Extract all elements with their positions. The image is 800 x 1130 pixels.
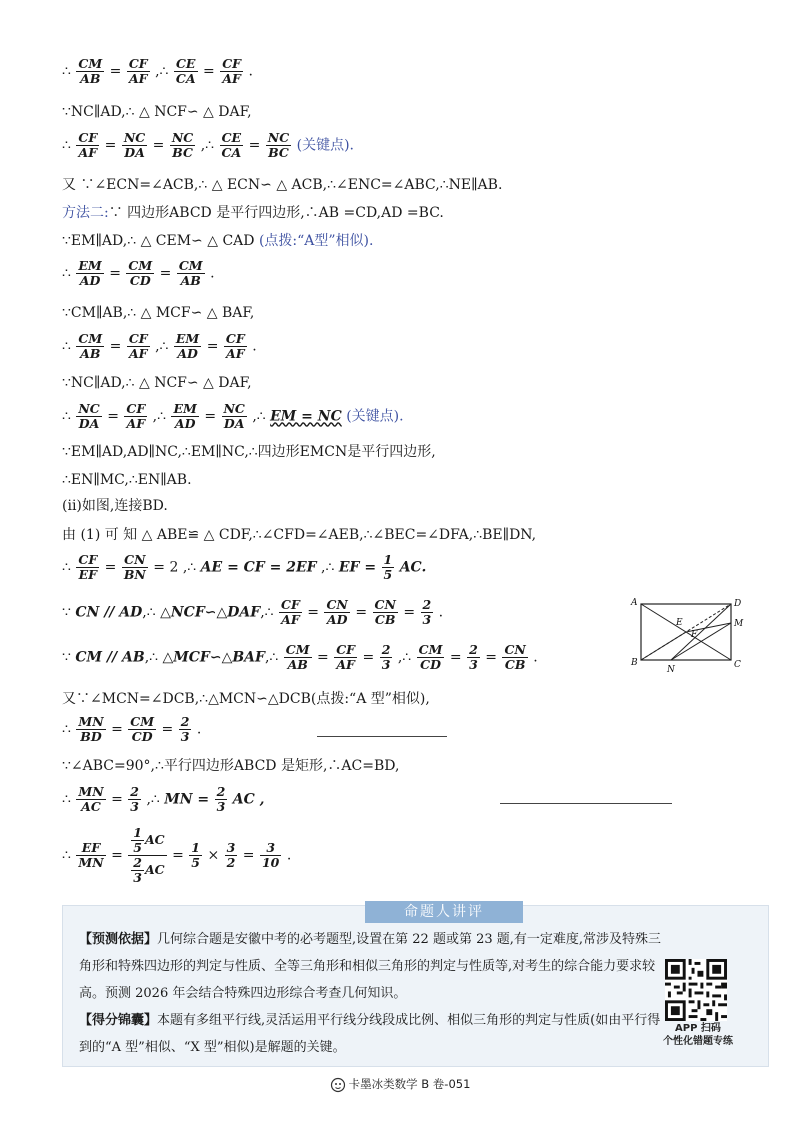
label-b: B [631, 658, 638, 668]
mascot-logo-icon [330, 1077, 346, 1093]
fraction: $\frac{CN}{AD}$ [326, 597, 348, 627]
fraction: $\frac{CF}{EF}$ [78, 552, 98, 582]
hint-note: (点拨:“A型”相似). [258, 233, 374, 249]
proof-line-23: ∴ $\frac{EF}{MN}$ = $\frac{1}{5}$ AC $\frac{2}{3}$ AC = $\frac{1}{5}$ × $\frac{3}{2}$ = $\frac{3}{10}$ . [62, 825, 292, 885]
proof-line-10: ∵NC∥AD,∴ △ NCF∽ △ DAF, [62, 375, 252, 391]
scoring-tips-paragraph: 【得分锦囊】本题有多组平行线,灵活运用平行线分线段成比例、相似三角形的判定与性质(如由平行得到的“A 型”相似、“X 型”相似)是解题的关键。 [79, 1013, 661, 1055]
proof-line-18: ∵ CM // AB,∴ △MCF∽△BAF,∴ $\frac{CM}{AB}$ = $\frac{CF}{AF}$ = $\frac{2}{3}$ ,∴ $\frac{CM}{CD}$ = $\frac{2}{3}$ = $\frac{CN}{CB}$ . [62, 642, 538, 672]
proof-line-1: ∴ $\frac{CM}{AB}$ = $\frac{CF}{AF}$ ,∴ $\frac{CE}{CA}$ = $\frac{CF}{AF}$ . [62, 56, 253, 86]
proof-line-8: ∵CM∥AB,∴ △ MCF∽ △ BAF, [62, 305, 255, 321]
proof-line-15: 由 (1) 可 知 △ ABE≌ △ CDF,∴∠CFD=∠AEB,∴∠BEC=∠DFA,∴BE∥DN, [62, 527, 537, 543]
geometry-figure [628, 596, 748, 676]
proof-line-22: ∴ $\frac{MN}{AC}$ = $\frac{2}{3}$ ,∴ MN = $\frac{2}{3}$ AC , [62, 784, 265, 814]
fraction: $\frac{3}{2}$ [226, 840, 236, 870]
proof-line-14: (ii)如图,连接BD. [62, 498, 168, 514]
fraction: $\frac{CM}{CD}$ [130, 714, 155, 744]
segment-be [641, 632, 686, 660]
page-footer [0, 1076, 800, 1093]
fraction: $\frac{CN}{BN}$ [123, 552, 146, 582]
compound-fraction: $\frac{1}{5}$ AC $\frac{2}{3}$ AC [128, 826, 166, 885]
proof-line-21: ∵∠ABC=90°,∴平行四边形ABCD 是矩形,∴AC=BD, [62, 758, 400, 774]
label-n: N [667, 665, 675, 675]
fraction: $\frac{CM}{AB}$ [178, 258, 203, 288]
proof-line-19: 又∵∠MCN=∠DCB,∴△MCN∽△DCB(点拨:“A 型”相似), [62, 691, 430, 707]
fraction: $\frac{1}{5}$ [191, 840, 200, 870]
fraction: $\frac{3}{10}$ [261, 840, 280, 870]
scoring-tips-label: 【得分锦囊】 [79, 1013, 158, 1028]
proof-line-9: ∴ $\frac{CM}{AB}$ = $\frac{CF}{AF}$ ,∴ $\frac{EM}{AD}$ = $\frac{CF}{AF}$ . [62, 331, 257, 361]
prediction-paragraph: 【预测依据】几何综合题是安徽中考的必考题型,设置在第 22 题或第 23 题,有一定难度,常涉及特殊三角形和特殊四边形的判定与性质、全等三角形和相似三角形的判定与性质等,对考生的综合能力要求较高。预测 2026 年会结合特殊四边形综合考查几何知识。 [79, 932, 662, 1001]
segment-dn [671, 604, 731, 660]
proof-line-11: ∴ $\frac{NC}{DA}$ = $\frac{CF}{AF}$ ,∴ $\frac{EM}{AD}$ = $\frac{NC}{DA}$ ,∴ EM = NC (关键点). [62, 401, 404, 431]
fraction: $\frac{2}{3}$ [216, 784, 226, 814]
fraction: $\frac{CM}{CD}$ [128, 258, 153, 288]
fraction: $\frac{CN}{CB}$ [374, 597, 396, 627]
fraction: $\frac{1}{5}$ [383, 552, 393, 582]
fraction: $\frac{NC}{DA}$ [123, 130, 146, 160]
fraction: $\frac{CF}{AF}$ [128, 331, 148, 361]
qr-code-icon[interactable] [665, 959, 727, 1021]
footer-text: 卡墨冰类数学 B 卷-051 [348, 1077, 471, 1091]
fraction: $\frac{CM}{AB}$ [78, 331, 103, 361]
proof-line-3: ∴ $\frac{CF}{AF}$ = $\frac{NC}{DA}$ = $\frac{NC}{BC}$ ,∴ $\frac{CE}{CA}$ = $\frac{NC}{BC}$ (关键点). [62, 130, 354, 160]
fraction: $\frac{CF}{AF}$ [126, 401, 146, 431]
proof-line-4: 又 ∵∠ECN=∠ACB,∴ △ ECN∽ △ ACB,∴∠ENC=∠ABC,∴NE∥AB. [62, 177, 503, 193]
fraction: $\frac{MN}{BD}$ [78, 714, 104, 744]
proof-line-20: ∴ $\frac{MN}{BD}$ = $\frac{CM}{CD}$ = $\frac{2}{3}$ . [62, 714, 202, 744]
fraction: $\frac{CM}{AB}$ [78, 56, 103, 86]
fraction: $\frac{CF}{AF}$ [128, 56, 148, 86]
fraction: $\frac{NC}{DA}$ [78, 401, 100, 431]
fraction: $\frac{CF}{AF}$ [336, 642, 356, 672]
fraction: $\frac{2}{3}$ [469, 642, 478, 672]
answer-blank-line [317, 736, 447, 737]
fraction: $\frac{NC}{BC}$ [267, 130, 290, 160]
fraction: $\frac{CF}{AF}$ [222, 56, 242, 86]
label-d: D [734, 599, 742, 609]
fraction: $\frac{2}{3}$ [180, 714, 190, 744]
fraction: $\frac{2}{3}$ [381, 642, 391, 672]
label-e: E [676, 618, 683, 628]
label-f: F [691, 630, 698, 640]
fraction: $\frac{CF}{AF}$ [78, 130, 98, 160]
fraction: $\frac{CM}{CD}$ [418, 642, 443, 672]
fraction: $\frac{EM}{AD}$ [173, 401, 197, 431]
proof-line-17: ∵ CN // AD,∴ △NCF∽△DAF,∴ $\frac{CF}{AF}$ = $\frac{CN}{AD}$ = $\frac{CN}{CB}$ = $\frac{2}{3}$ . [62, 597, 444, 627]
fraction: $\frac{NC}{BC}$ [171, 130, 194, 160]
key-point-note: (关键点). [296, 137, 354, 154]
fraction: $\frac{EM}{AD}$ [175, 331, 200, 361]
answer-blank-line [500, 803, 672, 804]
fraction: $\frac{NC}{DA}$ [223, 401, 245, 431]
fraction: $\frac{CE}{CA}$ [175, 56, 196, 86]
proof-line-6: ∵EM∥AD,∴ △ CEM∽ △ CAD (点拨:“A型”相似). [62, 233, 374, 249]
label-a: A [631, 598, 638, 608]
therefore-sign: ∴ [62, 63, 71, 80]
method-two-label: 方法二: [62, 205, 109, 221]
proof-line-2: ∵NC∥AD,∴ △ NCF∽ △ DAF, [62, 104, 252, 120]
commentary-title: 命题人讲评 [365, 901, 523, 923]
label-m: M [734, 619, 744, 629]
proof-line-12: ∵EM∥AD,AD∥NC,∴EM∥NC,∴四边形EMCN是平行四边形, [62, 444, 436, 460]
prediction-label: 【预测依据】 [79, 932, 158, 947]
fraction: $\frac{CF}{AF}$ [225, 331, 245, 361]
fraction: $\frac{CE}{CA}$ [221, 130, 242, 160]
fraction: $\frac{EM}{AD}$ [78, 258, 102, 288]
fraction: $\frac{CF}{AF}$ [281, 597, 300, 627]
fraction: $\frac{2}{3}$ [422, 597, 432, 627]
fraction: $\frac{2}{3}$ [130, 784, 139, 814]
em-equals-nc: EM = NC [270, 408, 342, 425]
proof-line-5: 方法二:∵ 四边形ABCD 是平行四边形,∴AB =CD,AD =BC. [62, 205, 444, 221]
label-c: C [734, 660, 741, 670]
proof-line-13: ∴EN∥MC,∴EN∥AB. [62, 472, 192, 488]
qr-caption: APP 扫码 个性化错题专练 [663, 1023, 733, 1047]
key-point-note: (关键点). [346, 408, 404, 425]
proof-line-7: ∴ $\frac{EM}{AD}$ = $\frac{CM}{CD}$ = $\frac{CM}{AB}$ . [62, 258, 215, 288]
fraction: $\frac{CN}{CB}$ [504, 642, 526, 672]
fraction: $\frac{CM}{AB}$ [285, 642, 310, 672]
fraction: $\frac{MN}{AC}$ [78, 784, 104, 814]
proof-line-16: ∴ $\frac{CF}{EF}$ = $\frac{CN}{BN}$ = 2 ,∴ AE = CF = 2EF ,∴ EF = $\frac{1}{5}$ AC. [62, 552, 427, 582]
fraction: $\frac{EF}{MN}$ [78, 840, 104, 870]
commentary-box [62, 905, 769, 1067]
